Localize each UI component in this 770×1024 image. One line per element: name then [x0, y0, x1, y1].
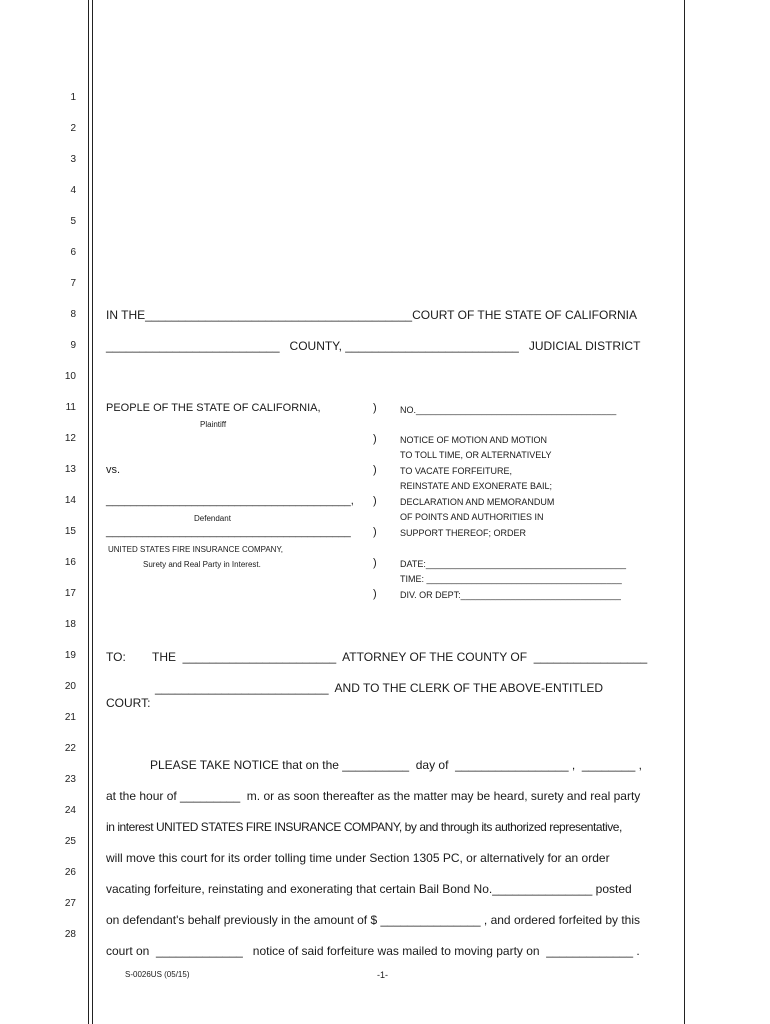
caption-paren: ) — [373, 526, 377, 538]
party-blank: ________________________________________ — [106, 526, 351, 538]
line-number: 8 — [70, 309, 76, 320]
to-line-2: __________________________ AND TO THE CLERK OF THE ABOVE-ENTITLED — [155, 681, 604, 695]
body-line: PLEASE TAKE NOTICE that on the __________ day of _________________ , ________ , — [150, 758, 642, 772]
to-line-1: THE _______________________ ATTORNEY OF THE COUNTY OF _________________ — [152, 650, 648, 664]
document-title-line: REINSTATE AND EXONERATE BAIL; — [400, 481, 553, 491]
document-title-line: DECLARATION AND MEMORANDUM — [400, 497, 555, 507]
surety-label: Surety and Real Party in Interest. — [143, 560, 261, 569]
left-margin-rule-outer — [88, 0, 89, 1024]
line-number: 21 — [64, 712, 76, 723]
line-number: 1 — [70, 92, 76, 103]
court-line: IN THE________________________________________COURT OF THE STATE OF CALIFORNIA — [106, 308, 637, 322]
line-number: 22 — [64, 743, 76, 754]
line-number: 2 — [70, 123, 76, 134]
document-title-line: TO VACATE FORFEITURE, — [400, 466, 513, 476]
line-number: 7 — [70, 278, 76, 289]
line-number: 19 — [64, 650, 76, 661]
hearing-dept: DIV. OR DEPT:________________________________ — [400, 590, 621, 600]
hearing-date: DATE:________________________________________ — [400, 559, 627, 569]
line-number: 15 — [64, 526, 76, 537]
line-number: 18 — [64, 619, 76, 630]
line-number: 24 — [64, 805, 76, 816]
to-label: TO: — [106, 650, 126, 664]
line-number: 14 — [64, 495, 76, 506]
defendant-label: Defendant — [194, 514, 231, 523]
line-number: 16 — [64, 557, 76, 568]
line-number: 23 — [64, 774, 76, 785]
plaintiff-label: Plaintiff — [200, 420, 227, 429]
form-id: S-0026US (05/15) — [125, 970, 190, 979]
caption-paren: ) — [373, 495, 377, 507]
surety-name: UNITED STATES FIRE INSURANCE COMPANY, — [108, 545, 283, 554]
document-title-line: SUPPORT THEREOF; ORDER — [400, 528, 527, 538]
line-number: 12 — [64, 433, 76, 444]
body-line: vacating forfeiture, reinstating and exonerating that certain Bail Bond No._______________ posted — [106, 882, 632, 896]
hearing-time: TIME: _______________________________________ — [400, 574, 622, 584]
line-number: 27 — [64, 898, 76, 909]
court-label: COURT: — [106, 696, 151, 710]
line-number: 25 — [64, 836, 76, 847]
body-line: at the hour of _________ m. or as soon thereafter as the matter may be heard, surety and real party — [106, 789, 641, 803]
document-title-line: TO TOLL TIME, OR ALTERNATIVELY — [400, 450, 552, 460]
caption-paren: ) — [373, 588, 377, 600]
county-line: __________________________ COUNTY, __________________________ JUDICIAL DISTRICT — [106, 339, 641, 353]
left-margin-rule-inner — [92, 0, 93, 1024]
case-number: NO.________________________________________ — [400, 405, 617, 415]
line-number: 6 — [70, 247, 76, 258]
right-margin-rule — [684, 0, 685, 1024]
line-number: 13 — [64, 464, 76, 475]
caption-paren: ) — [373, 464, 377, 476]
line-number: 10 — [64, 371, 76, 382]
line-number: 9 — [70, 340, 76, 351]
caption-paren: ) — [373, 433, 377, 445]
line-number: 5 — [70, 216, 76, 227]
body-line: on defendant's behalf previously in the amount of $ _______________ , and ordered forfeited by this — [106, 913, 641, 927]
line-number: 20 — [64, 681, 76, 692]
caption-paren: ) — [373, 402, 377, 414]
body-line: court on _____________ notice of said forfeiture was mailed to moving party on _____________ . — [106, 944, 640, 958]
vs-label: vs. — [106, 464, 121, 476]
line-number: 17 — [64, 588, 76, 599]
document-title-line: NOTICE OF MOTION AND MOTION — [400, 435, 547, 445]
document-title-line: OF POINTS AND AUTHORITIES IN — [400, 512, 544, 522]
line-number: 26 — [64, 867, 76, 878]
plaintiff-name: PEOPLE OF THE STATE OF CALIFORNIA, — [106, 402, 321, 414]
body-line: in interest UNITED STATES FIRE INSURANCE COMPANY, by and through its authorized representative, — [106, 820, 622, 834]
caption-paren: ) — [373, 557, 377, 569]
body-line: will move this court for its order tolling time under Section 1305 PC, or alternatively for an order — [106, 851, 610, 865]
page-number: -1- — [377, 970, 388, 980]
line-number: 3 — [70, 154, 76, 165]
line-number: 11 — [65, 402, 76, 413]
line-number: 4 — [70, 185, 76, 196]
defendant-blank: ________________________________________, — [106, 495, 354, 507]
line-number: 28 — [64, 929, 76, 940]
